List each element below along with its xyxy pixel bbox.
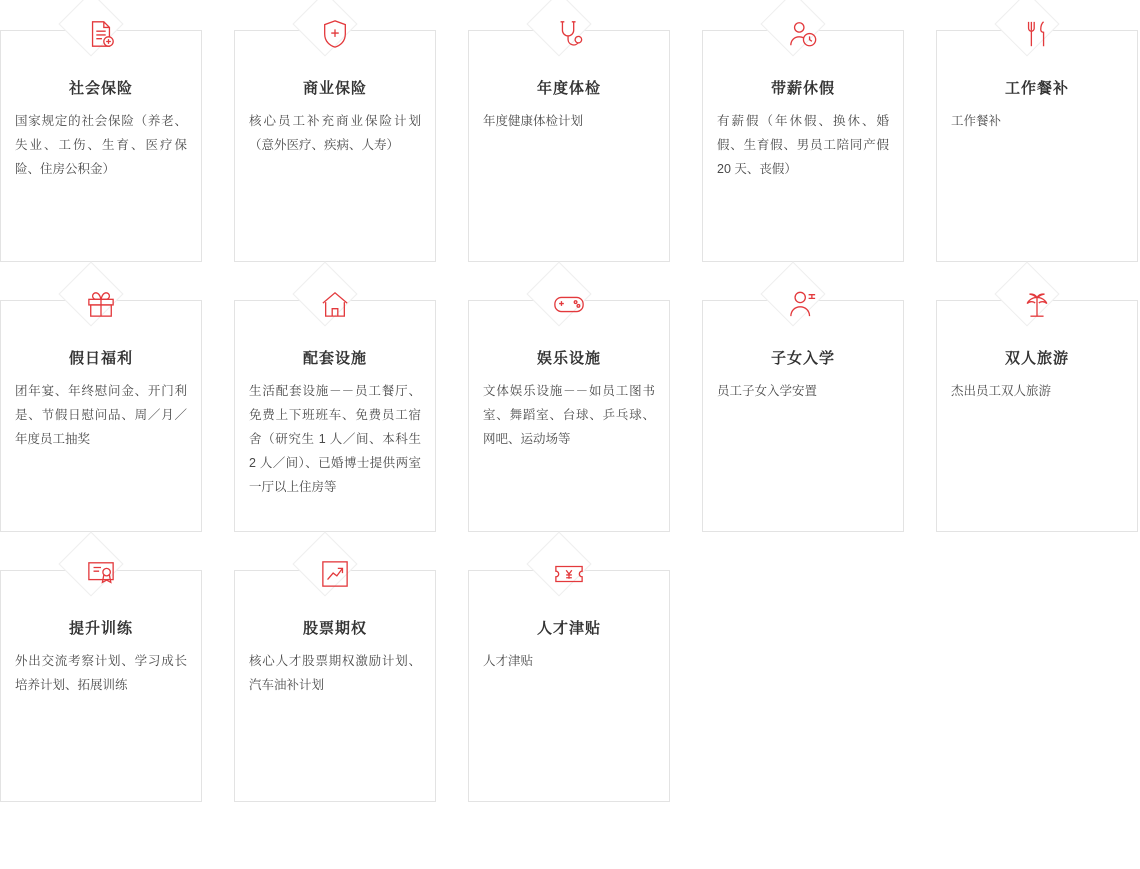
benefit-title: 提升训练 bbox=[68, 620, 133, 637]
benefit-desc: 有薪假（年休假、换休、婚假、生育假、男员工陪同产假 20 天、丧假） bbox=[717, 114, 889, 176]
benefit-title: 年度体检 bbox=[536, 80, 601, 97]
benefit-title: 带薪休假 bbox=[770, 80, 835, 97]
grid-placeholder bbox=[702, 570, 904, 802]
benefit-desc: 核心员工补充商业保险计划（意外医疗、疾病、人寿） bbox=[249, 114, 421, 152]
benefit-desc: 人才津贴 bbox=[483, 654, 534, 668]
benefit-desc: 年度健康体检计划 bbox=[483, 114, 584, 128]
benefit-title: 双人旅游 bbox=[1004, 350, 1069, 367]
diamond-frame bbox=[292, 0, 357, 57]
benefit-desc: 杰出员工双人旅游 bbox=[951, 384, 1052, 398]
benefit-desc: 员工子女入学安置 bbox=[717, 384, 818, 398]
benefit-card bbox=[0, 30, 202, 262]
diamond-frame bbox=[58, 0, 123, 57]
benefit-desc: 生活配套设施－－员工餐厅、免费上下班班车、免费员工宿舍（研究生 1 人／间、本科生 2 人／间）、已婚博士提供两室一厅以上住房等 bbox=[249, 384, 421, 494]
benefit-title: 工作餐补 bbox=[1004, 80, 1069, 97]
benefit-title: 假日福利 bbox=[68, 350, 133, 367]
grid-placeholder bbox=[936, 570, 1138, 802]
benefit-card bbox=[702, 30, 904, 262]
benefit-title: 子女入学 bbox=[770, 350, 835, 367]
benefit-card bbox=[936, 300, 1138, 532]
benefit-card bbox=[468, 570, 670, 802]
diamond-frame bbox=[58, 531, 123, 596]
diamond-frame bbox=[526, 261, 591, 326]
benefit-title: 股票期权 bbox=[302, 620, 367, 637]
benefit-desc: 文体娱乐设施－－如员工图书室、舞蹈室、台球、乒乓球、网吧、运动场等 bbox=[483, 384, 655, 446]
diamond-frame bbox=[994, 261, 1059, 326]
benefit-title: 配套设施 bbox=[302, 350, 367, 367]
diamond-frame bbox=[994, 0, 1059, 57]
benefit-title: 社会保险 bbox=[68, 80, 133, 97]
benefit-card bbox=[936, 30, 1138, 262]
diamond-frame bbox=[58, 261, 123, 326]
benefit-title: 人才津贴 bbox=[536, 620, 601, 637]
benefit-card bbox=[0, 570, 202, 802]
benefit-desc: 国家规定的社会保险（养老、失业、工伤、生育、医疗保险、住房公积金） bbox=[15, 114, 187, 176]
diamond-frame bbox=[292, 531, 357, 596]
benefit-card bbox=[468, 300, 670, 532]
benefit-desc: 团年宴、年终慰问金、开门利是、节假日慰问品、周／月／年度员工抽奖 bbox=[15, 384, 187, 446]
diamond-frame bbox=[760, 0, 825, 57]
diamond-frame bbox=[292, 261, 357, 326]
benefit-card bbox=[234, 570, 436, 802]
benefit-desc: 核心人才股票期权激励计划、汽车油补计划 bbox=[249, 654, 421, 692]
benefit-desc: 工作餐补 bbox=[951, 114, 1002, 128]
benefit-card bbox=[0, 300, 202, 532]
benefit-card bbox=[234, 300, 436, 532]
benefit-title: 商业保险 bbox=[302, 80, 367, 97]
benefit-card bbox=[468, 30, 670, 262]
benefit-title: 娱乐设施 bbox=[536, 350, 601, 367]
diamond-frame bbox=[526, 0, 591, 57]
diamond-frame bbox=[760, 261, 825, 326]
benefit-desc: 外出交流考察计划、学习成长培养计划、拓展训练 bbox=[15, 654, 187, 692]
diamond-frame bbox=[526, 531, 591, 596]
benefit-card bbox=[234, 30, 436, 262]
benefit-card bbox=[702, 300, 904, 532]
